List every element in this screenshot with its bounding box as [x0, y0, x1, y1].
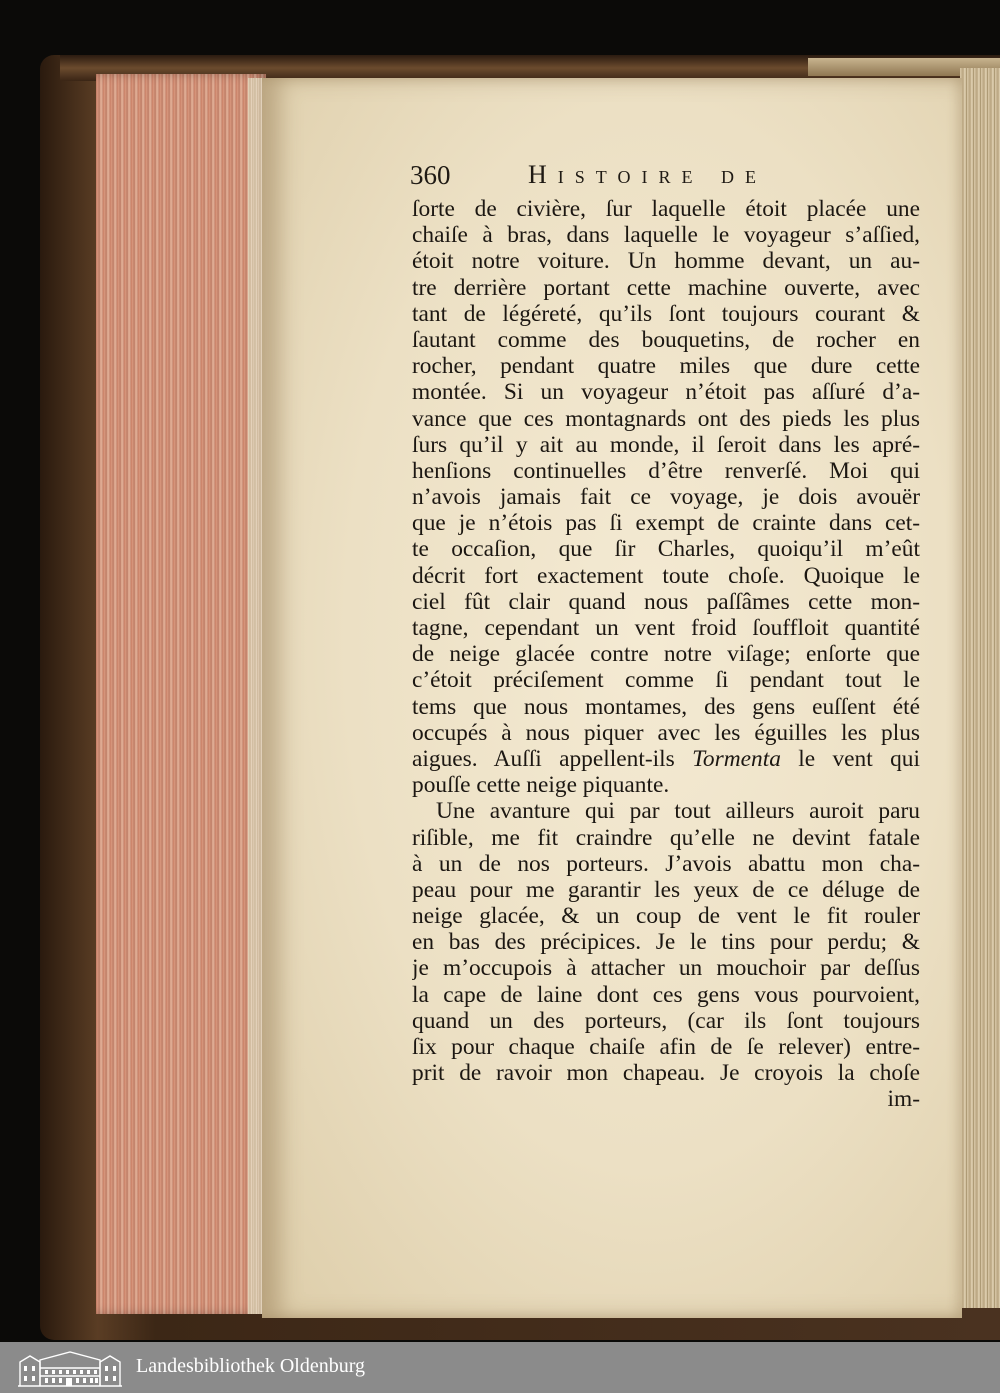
text-line: c’étoit préciſement comme ſi pendant tout le	[412, 667, 920, 694]
text-line	[412, 746, 920, 772]
text-line: chaiſe à bras, dans laquelle le voyageur s’aſſied,	[412, 222, 920, 249]
text-line: occupés à nous piquer avec les éguilles les plus	[412, 719, 920, 746]
text-line: riſible, me fit craindre qu’elle ne devint fatale	[412, 824, 920, 851]
text-line: je m’occupois à attacher un mouchoir par deſſus	[412, 955, 920, 982]
page-text	[412, 196, 920, 1113]
text-line: tagne, cependant un vent froid ſouffloit quantité	[412, 615, 920, 641]
page-number: 360	[410, 160, 451, 190]
text-line: étoit notre voiture. Un homme devant, un au-	[412, 248, 920, 275]
italic-word: Tormenta	[692, 745, 781, 772]
text-line: peau pour me garantir les yeux de ce déluge de	[412, 876, 920, 903]
text-line: montée. Si un voyageur n’étoit pas aſſuré d’a-	[412, 379, 920, 406]
page-edges-right	[960, 68, 1000, 1308]
text-line: de neige glacée contre notre viſage; enſorte que	[412, 641, 920, 668]
library-name: Landesbibliothek Oldenburg	[136, 1355, 366, 1377]
text-line-segment: aigues. Auſſi appellent-ils	[412, 745, 675, 772]
text-line: quand un des porteurs, (car ils ſont toujours	[412, 1007, 920, 1034]
library-footer	[0, 1342, 1000, 1393]
text-line: la cape de laine dont ces gens vous pourvoient,	[412, 981, 920, 1008]
text-line: tems que nous montames, des gens euſſent été	[412, 693, 920, 720]
text-line: henſions continuelles d’être renverſé. Moi qui	[412, 457, 920, 484]
text-line: décrit fort exactement toute choſe. Quoique le	[412, 562, 920, 589]
text-line: pouſſe cette neige piquante.	[412, 772, 670, 799]
text-line: rocher, pendant quatre miles que dure cette	[412, 353, 920, 380]
page-edges-left	[96, 74, 266, 1314]
text-line: ciel fût clair quand nous paſſâmes cette mon-	[412, 588, 920, 615]
library-building-logo-icon	[18, 1348, 122, 1388]
running-head: Histoire de	[528, 160, 767, 189]
text-line: ſorte de civière, ſur laquelle étoit placée une	[412, 196, 920, 222]
text-line: en bas des précipices. Je le tins pour perdu; &	[412, 929, 920, 956]
text-line: ſurs qu’il y ait au monde, il ſeroit dans les apré-	[412, 431, 920, 458]
text-line: ſautant comme des bouquetins, de rocher en	[412, 326, 920, 353]
text-line: ſix pour chaque chaiſe afin de ſe relever) entre-	[412, 1034, 920, 1060]
text-line-segment: le vent qui	[798, 745, 920, 772]
text-line: Une avanture qui par tout ailleurs auroit paru	[436, 798, 920, 825]
text-line: neige glacée, & un coup de vent le fit rouler	[412, 903, 920, 930]
page-header	[410, 160, 930, 196]
text-line: n’avois jamais fait ce voyage, je dois avouër	[412, 484, 920, 511]
text-line: à un de nos porteurs. J’avois abattu mon cha-	[412, 850, 920, 877]
text-line: vance que ces montagnards ont des pieds les plus	[412, 405, 920, 432]
text-line: te occaſion, que ſir Charles, quoiqu’il m’eût	[412, 536, 920, 563]
text-line: tant de légéreté, qu’ils ſont toujours courant &	[412, 300, 920, 327]
text-line: prit de ravoir mon chapeau. Je croyois la choſe	[412, 1060, 920, 1087]
text-line: tre derrière portant cette machine ouverte, avec	[412, 274, 920, 301]
catchword: im-	[887, 1086, 920, 1113]
text-line: que je n’étois pas ſi exempt de crainte dans cet-	[412, 510, 920, 537]
